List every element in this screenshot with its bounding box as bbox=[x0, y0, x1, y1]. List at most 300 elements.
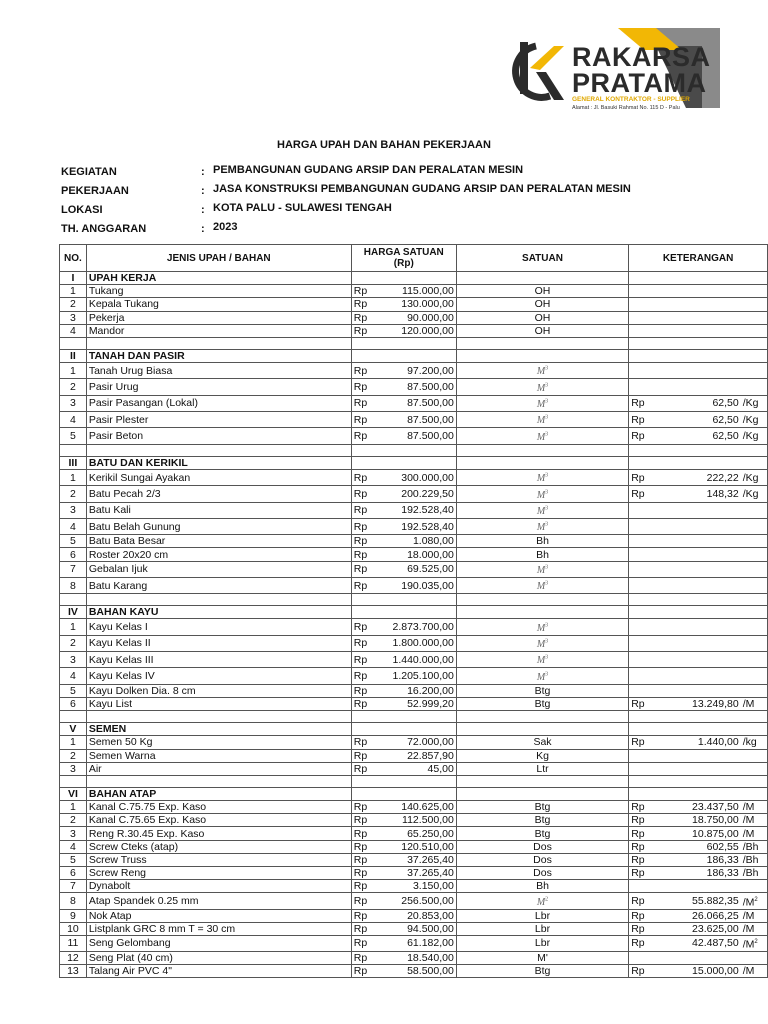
item-number: 6 bbox=[60, 697, 87, 710]
item-name: Kepala Tukang bbox=[86, 298, 351, 311]
note-currency: Rp bbox=[629, 814, 657, 827]
spacer-row bbox=[60, 444, 768, 456]
note-currency: Rp bbox=[629, 922, 657, 935]
item-number: 2 bbox=[60, 486, 87, 502]
price-currency: Rp bbox=[351, 880, 380, 893]
price-amount: 87.500,00 bbox=[381, 395, 457, 411]
item-name: Screw Cteks (atap) bbox=[86, 840, 351, 853]
table-row bbox=[60, 827, 768, 840]
note-unit: /M bbox=[741, 964, 768, 977]
item-name: Talang Air PVC 4" bbox=[86, 964, 351, 977]
table-row bbox=[60, 486, 768, 502]
item-name: Kerikil Sungai Ayakan bbox=[86, 469, 351, 485]
info-colon: : bbox=[201, 185, 205, 197]
unit-cell: Dos bbox=[456, 853, 628, 866]
note-amount: 10.875,00 bbox=[656, 827, 740, 840]
item-number: 7 bbox=[60, 880, 87, 893]
spacer-row bbox=[60, 711, 768, 723]
price-amount: 90.000,00 bbox=[381, 311, 457, 324]
section-row bbox=[60, 723, 768, 736]
header-satuan: SATUAN bbox=[456, 245, 628, 272]
note-currency: Rp bbox=[629, 893, 657, 909]
price-currency: Rp bbox=[351, 324, 380, 337]
note-amount: 62,50 bbox=[656, 428, 740, 444]
price-amount: 120.000,00 bbox=[381, 324, 457, 337]
header-harga: HARGA SATUAN (Rp) bbox=[351, 245, 456, 272]
unit-cell: Bh bbox=[456, 548, 628, 561]
price-amount: 97.200,00 bbox=[381, 363, 457, 379]
price-table bbox=[59, 244, 768, 978]
item-name: Batu Belah Gunung bbox=[86, 518, 351, 534]
note-unit: /kg bbox=[741, 736, 768, 749]
item-name: Pasir Plester bbox=[86, 412, 351, 428]
price-amount: 112.500,00 bbox=[381, 814, 457, 827]
price-amount: 20.853,00 bbox=[381, 909, 457, 922]
unit-cell: OH bbox=[456, 311, 628, 324]
note-amount: 1.440,00 bbox=[656, 736, 740, 749]
table-row bbox=[60, 749, 768, 762]
unit-cell bbox=[456, 395, 628, 411]
note-unit: /M bbox=[741, 922, 768, 935]
section-number: I bbox=[60, 272, 87, 285]
note-currency: Rp bbox=[629, 736, 657, 749]
table-row bbox=[60, 951, 768, 964]
item-number: 8 bbox=[60, 577, 87, 593]
table-row bbox=[60, 922, 768, 935]
info-label: PEKERJAAN bbox=[61, 185, 129, 197]
item-number: 3 bbox=[60, 311, 87, 324]
item-name: Tukang bbox=[86, 285, 351, 298]
note-unit: /Kg bbox=[741, 469, 768, 485]
price-currency: Rp bbox=[351, 936, 380, 952]
table-row bbox=[60, 619, 768, 635]
item-number: 4 bbox=[60, 840, 87, 853]
note-currency: Rp bbox=[629, 853, 657, 866]
price-currency: Rp bbox=[351, 395, 380, 411]
item-name: Reng R.30.45 Exp. Kaso bbox=[86, 827, 351, 840]
price-amount: 72.000,00 bbox=[381, 736, 457, 749]
table-row bbox=[60, 893, 768, 909]
price-currency: Rp bbox=[351, 502, 380, 518]
price-currency: Rp bbox=[351, 548, 380, 561]
item-name: Gebalan Ijuk bbox=[86, 561, 351, 577]
unit-cell bbox=[456, 469, 628, 485]
item-name: Kayu List bbox=[86, 697, 351, 710]
table-row bbox=[60, 428, 768, 444]
table-row bbox=[60, 801, 768, 814]
note-amount: 62,50 bbox=[656, 412, 740, 428]
note-currency: Rp bbox=[629, 909, 657, 922]
note-unit: /Kg bbox=[741, 428, 768, 444]
note-unit: /Kg bbox=[741, 395, 768, 411]
unit-text: $M^3$ bbox=[536, 398, 549, 411]
table-row bbox=[60, 412, 768, 428]
item-number: 3 bbox=[60, 652, 87, 668]
table-header-row bbox=[60, 245, 768, 272]
unit-cell: OH bbox=[456, 298, 628, 311]
unit-text: $M^3$ bbox=[536, 521, 549, 534]
item-name: Tanah Urug Biasa bbox=[86, 363, 351, 379]
item-number: 5 bbox=[60, 853, 87, 866]
table-row bbox=[60, 697, 768, 710]
item-number: 3 bbox=[60, 502, 87, 518]
price-currency: Rp bbox=[351, 428, 380, 444]
note-amount: 55.882,35 bbox=[656, 893, 740, 909]
price-amount: 1.800.000,00 bbox=[381, 635, 457, 651]
unit-text: $M^3$ bbox=[536, 638, 549, 651]
price-amount: 1.205.100,00 bbox=[381, 668, 457, 684]
price-amount: 2.873.700,00 bbox=[381, 619, 457, 635]
item-name: Semen Warna bbox=[86, 749, 351, 762]
unit-cell: Bh bbox=[456, 880, 628, 893]
price-amount: 130.000,00 bbox=[381, 298, 457, 311]
price-currency: Rp bbox=[351, 762, 380, 775]
item-name: Screw Reng bbox=[86, 867, 351, 880]
item-name: Seng Gelombang bbox=[86, 936, 351, 952]
price-amount: 18.000,00 bbox=[381, 548, 457, 561]
section-number: VI bbox=[60, 787, 87, 800]
unit-text: $M^3$ bbox=[536, 564, 549, 576]
unit-text: $M^3$ bbox=[536, 489, 549, 501]
price-currency: Rp bbox=[351, 867, 380, 880]
unit-cell: OH bbox=[456, 324, 628, 337]
table-row bbox=[60, 909, 768, 922]
table-row bbox=[60, 635, 768, 651]
price-amount: 45,00 bbox=[381, 762, 457, 775]
section-title: TANAH DAN PASIR bbox=[86, 349, 351, 362]
section-row bbox=[60, 349, 768, 362]
price-amount: 256.500,00 bbox=[381, 893, 457, 909]
price-amount: 87.500,00 bbox=[381, 379, 457, 395]
price-currency: Rp bbox=[351, 684, 380, 697]
unit-cell: Btg bbox=[456, 964, 628, 977]
spacer-row bbox=[60, 775, 768, 787]
item-name: Batu Karang bbox=[86, 577, 351, 593]
item-number: 5 bbox=[60, 684, 87, 697]
item-name: Pasir Urug bbox=[86, 379, 351, 395]
section-number: V bbox=[60, 723, 87, 736]
price-amount: 58.500,00 bbox=[381, 964, 457, 977]
item-name: Kanal C.75.65 Exp. Kaso bbox=[86, 814, 351, 827]
price-amount: 3.150,00 bbox=[381, 880, 457, 893]
unit-cell: Bh bbox=[456, 535, 628, 548]
price-amount: 120.510,00 bbox=[381, 840, 457, 853]
item-name: Kayu Kelas II bbox=[86, 635, 351, 651]
price-currency: Rp bbox=[351, 518, 380, 534]
item-number: 3 bbox=[60, 827, 87, 840]
item-number: 12 bbox=[60, 951, 87, 964]
note-currency: Rp bbox=[629, 395, 657, 411]
note-amount: 186,33 bbox=[656, 853, 740, 866]
section-row bbox=[60, 787, 768, 800]
price-currency: Rp bbox=[351, 814, 380, 827]
price-currency: Rp bbox=[351, 893, 380, 909]
price-amount: 52.999,20 bbox=[381, 697, 457, 710]
note-unit: /M bbox=[741, 814, 768, 827]
item-number: 2 bbox=[60, 814, 87, 827]
note-unit: $/M^2$ bbox=[741, 893, 768, 909]
document-title: HARGA UPAH DAN BAHAN PEKERJAAN bbox=[277, 139, 491, 151]
item-name: Kayu Dolken Dia. 8 cm bbox=[86, 684, 351, 697]
item-name: Pekerja bbox=[86, 311, 351, 324]
price-currency: Rp bbox=[351, 412, 380, 428]
note-unit: $/M^2$ bbox=[741, 936, 768, 952]
info-value: KOTA PALU - SULAWESI TENGAH bbox=[213, 202, 392, 214]
note-currency: Rp bbox=[629, 936, 657, 952]
unit-cell bbox=[456, 412, 628, 428]
note-unit: /M bbox=[741, 909, 768, 922]
item-number: 1 bbox=[60, 469, 87, 485]
table-row bbox=[60, 840, 768, 853]
unit-text: $M^3$ bbox=[536, 622, 549, 634]
price-amount: 18.540,00 bbox=[381, 951, 457, 964]
unit-text: $M^3$ bbox=[536, 431, 549, 443]
note-unit: /Bh bbox=[741, 867, 768, 880]
info-colon: : bbox=[201, 166, 205, 178]
price-currency: Rp bbox=[351, 561, 380, 577]
unit-cell: Btg bbox=[456, 697, 628, 710]
table-row bbox=[60, 379, 768, 395]
spacer-row bbox=[60, 594, 768, 606]
price-currency: Rp bbox=[351, 922, 380, 935]
section-title: BAHAN ATAP bbox=[86, 787, 351, 800]
table-row bbox=[60, 853, 768, 866]
table-row bbox=[60, 561, 768, 577]
section-number: IV bbox=[60, 606, 87, 619]
price-currency: Rp bbox=[351, 736, 380, 749]
note-unit: /Kg bbox=[741, 486, 768, 502]
item-number: 9 bbox=[60, 909, 87, 922]
section-number: III bbox=[60, 456, 87, 469]
table-row bbox=[60, 548, 768, 561]
item-number: 1 bbox=[60, 801, 87, 814]
price-currency: Rp bbox=[351, 697, 380, 710]
info-colon: : bbox=[201, 223, 205, 235]
header-jenis: JENIS UPAH / BAHAN bbox=[86, 245, 351, 272]
section-row bbox=[60, 606, 768, 619]
price-currency: Rp bbox=[351, 827, 380, 840]
price-amount: 69.525,00 bbox=[381, 561, 457, 577]
item-number: 11 bbox=[60, 936, 87, 952]
item-name: Batu Bata Besar bbox=[86, 535, 351, 548]
price-currency: Rp bbox=[351, 298, 380, 311]
price-currency: Rp bbox=[351, 749, 380, 762]
item-number: 2 bbox=[60, 298, 87, 311]
section-title: BATU DAN KERIKIL bbox=[86, 456, 351, 469]
note-currency: Rp bbox=[629, 412, 657, 428]
note-currency: Rp bbox=[629, 486, 657, 502]
note-currency: Rp bbox=[629, 840, 657, 853]
table-row bbox=[60, 668, 768, 684]
table-row bbox=[60, 395, 768, 411]
unit-text: $M^3$ bbox=[536, 671, 549, 683]
unit-cell bbox=[456, 428, 628, 444]
price-currency: Rp bbox=[351, 909, 380, 922]
section-row bbox=[60, 456, 768, 469]
unit-cell bbox=[456, 619, 628, 635]
price-amount: 22.857,90 bbox=[381, 749, 457, 762]
price-amount: 1.080,00 bbox=[381, 535, 457, 548]
unit-text: $M^3$ bbox=[536, 382, 549, 394]
item-name: Atap Spandek 0.25 mm bbox=[86, 893, 351, 909]
price-amount: 87.500,00 bbox=[381, 428, 457, 444]
table-row bbox=[60, 936, 768, 952]
note-currency: Rp bbox=[629, 469, 657, 485]
unit-text: $M^3$ bbox=[536, 472, 549, 485]
note-amount: 26.066,25 bbox=[656, 909, 740, 922]
note-unit: /Kg bbox=[741, 412, 768, 428]
header-keterangan: KETERANGAN bbox=[629, 245, 768, 272]
item-name: Dynabolt bbox=[86, 880, 351, 893]
price-amount: 192.528,40 bbox=[381, 502, 457, 518]
price-currency: Rp bbox=[351, 363, 380, 379]
unit-text: $M^3$ bbox=[536, 366, 549, 378]
company-name-line1: RAKARSA bbox=[572, 42, 711, 72]
unit-cell: Btg bbox=[456, 827, 628, 840]
item-name: Kayu Kelas III bbox=[86, 652, 351, 668]
section-title: SEMEN bbox=[86, 723, 351, 736]
table-row bbox=[60, 880, 768, 893]
table-row bbox=[60, 285, 768, 298]
price-amount: 37.265,40 bbox=[381, 867, 457, 880]
unit-cell: Btg bbox=[456, 814, 628, 827]
note-currency: Rp bbox=[629, 428, 657, 444]
table-row bbox=[60, 324, 768, 337]
price-currency: Rp bbox=[351, 652, 380, 668]
unit-cell: Btg bbox=[456, 684, 628, 697]
table-row bbox=[60, 577, 768, 593]
table-row bbox=[60, 502, 768, 518]
table-row bbox=[60, 518, 768, 534]
item-number: 3 bbox=[60, 395, 87, 411]
price-currency: Rp bbox=[351, 469, 380, 485]
note-amount: 222,22 bbox=[656, 469, 740, 485]
price-currency: Rp bbox=[351, 311, 380, 324]
item-name: Mandor bbox=[86, 324, 351, 337]
unit-cell: Ltr bbox=[456, 762, 628, 775]
price-currency: Rp bbox=[351, 951, 380, 964]
item-name: Batu Kali bbox=[86, 502, 351, 518]
note-unit: /M bbox=[741, 801, 768, 814]
unit-cell bbox=[456, 379, 628, 395]
price-currency: Rp bbox=[351, 577, 380, 593]
unit-text: $M^3$ bbox=[536, 580, 549, 593]
price-currency: Rp bbox=[351, 840, 380, 853]
table-row bbox=[60, 298, 768, 311]
unit-cell: Dos bbox=[456, 867, 628, 880]
note-amount: 62,50 bbox=[656, 395, 740, 411]
table-row bbox=[60, 964, 768, 977]
note-unit: /M bbox=[741, 827, 768, 840]
unit-cell bbox=[456, 486, 628, 502]
info-value: 2023 bbox=[213, 221, 238, 233]
note-amount: 23.437,50 bbox=[656, 801, 740, 814]
price-amount: 94.500,00 bbox=[381, 922, 457, 935]
unit-cell: Btg bbox=[456, 801, 628, 814]
note-currency: Rp bbox=[629, 801, 657, 814]
unit-cell: OH bbox=[456, 285, 628, 298]
unit-cell bbox=[456, 363, 628, 379]
unit-cell bbox=[456, 635, 628, 651]
section-title: UPAH KERJA bbox=[86, 272, 351, 285]
item-number: 5 bbox=[60, 428, 87, 444]
price-currency: Rp bbox=[351, 964, 380, 977]
item-number: 1 bbox=[60, 363, 87, 379]
note-amount: 42.487,50 bbox=[656, 936, 740, 952]
unit-cell: Lbr bbox=[456, 909, 628, 922]
item-number: 4 bbox=[60, 518, 87, 534]
price-amount: 200.229,50 bbox=[381, 486, 457, 502]
note-unit: /Bh bbox=[741, 853, 768, 866]
item-number: 3 bbox=[60, 762, 87, 775]
unit-cell: Lbr bbox=[456, 936, 628, 952]
company-tagline: GENERAL KONTRAKTOR - SUPPLIER bbox=[572, 96, 690, 103]
price-currency: Rp bbox=[351, 801, 380, 814]
table-row bbox=[60, 867, 768, 880]
table-row bbox=[60, 652, 768, 668]
info-value: PEMBANGUNAN GUDANG ARSIP DAN PERALATAN MESIN bbox=[213, 164, 524, 176]
item-name: Kayu Kelas IV bbox=[86, 668, 351, 684]
item-number: 8 bbox=[60, 893, 87, 909]
price-amount: 87.500,00 bbox=[381, 412, 457, 428]
item-number: 7 bbox=[60, 561, 87, 577]
price-amount: 37.265,40 bbox=[381, 853, 457, 866]
price-amount: 61.182,00 bbox=[381, 936, 457, 952]
item-number: 4 bbox=[60, 668, 87, 684]
info-value: JASA KONSTRUKSI PEMBANGUNAN GUDANG ARSIP DAN PERALATAN MESIN bbox=[213, 183, 631, 195]
unit-cell bbox=[456, 893, 628, 909]
note-amount: 602,55 bbox=[656, 840, 740, 853]
table-row bbox=[60, 469, 768, 485]
price-amount: 65.250,00 bbox=[381, 827, 457, 840]
price-amount: 115.000,00 bbox=[381, 285, 457, 298]
note-currency: Rp bbox=[629, 827, 657, 840]
price-amount: 16.200,00 bbox=[381, 684, 457, 697]
price-currency: Rp bbox=[351, 285, 380, 298]
item-number: 4 bbox=[60, 412, 87, 428]
unit-cell bbox=[456, 668, 628, 684]
price-amount: 1.440.000,00 bbox=[381, 652, 457, 668]
item-name: Pasir Beton bbox=[86, 428, 351, 444]
item-number: 1 bbox=[60, 736, 87, 749]
company-address: Alamat : Jl. Basuki Rahmat No. 115 D - Palu bbox=[572, 105, 680, 111]
table-row bbox=[60, 535, 768, 548]
unit-text: $M^3$ bbox=[536, 655, 549, 667]
price-currency: Rp bbox=[351, 619, 380, 635]
note-amount: 148,32 bbox=[656, 486, 740, 502]
item-number: 5 bbox=[60, 535, 87, 548]
unit-cell bbox=[456, 652, 628, 668]
item-number: 13 bbox=[60, 964, 87, 977]
unit-text: $M^2$ bbox=[536, 896, 549, 908]
unit-cell bbox=[456, 561, 628, 577]
header-no: NO. bbox=[60, 245, 87, 272]
unit-cell: Sak bbox=[456, 736, 628, 749]
unit-cell bbox=[456, 518, 628, 534]
item-name: Nok Atap bbox=[86, 909, 351, 922]
unit-cell: Dos bbox=[456, 840, 628, 853]
price-amount: 300.000,00 bbox=[381, 469, 457, 485]
item-number: 1 bbox=[60, 619, 87, 635]
unit-text: $M^3$ bbox=[536, 505, 549, 517]
item-name: Seng Plat (40 cm) bbox=[86, 951, 351, 964]
note-amount: 23.625,00 bbox=[656, 922, 740, 935]
info-label: KEGIATAN bbox=[61, 166, 117, 178]
item-name: Roster 20x20 cm bbox=[86, 548, 351, 561]
table-row bbox=[60, 311, 768, 324]
table-row bbox=[60, 736, 768, 749]
note-amount: 13.249,80 bbox=[656, 697, 740, 710]
